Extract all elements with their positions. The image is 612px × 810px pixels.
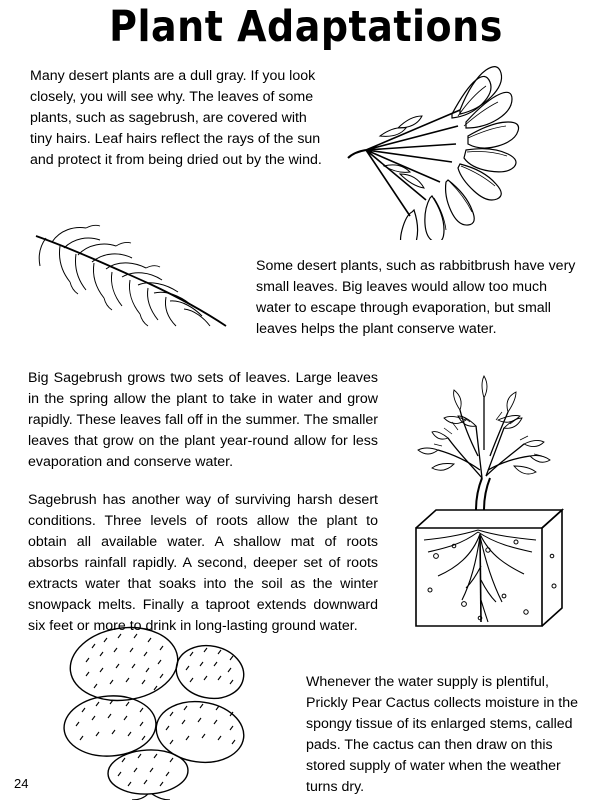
rabbitbrush-branch-illustration: [30, 222, 240, 342]
paragraph-root-levels: Sagebrush has another way of surviving harsh desert conditions. Three levels of roots allow the plant to obtain all available water. A shallow mat of roots absorbs rainfall rapidly. A second, deeper set of roots extracts water that soaks into the soil as the winter snowpack melts. Finally a taproot extends downward six feet or more to drink in long-lasting ground water.: [28, 492, 378, 634]
paragraph-leaf-hairs: Many desert plants are a dull gray. If you look closely, you will see why. The leaves of some plants, such as sagebrush, are covered with tiny hairs. Leaf hairs reflect the rays of the sun and protect it from being dried out by the wind.: [30, 68, 322, 168]
sagebrush-root-system-illustration: [392, 360, 582, 650]
sagebrush-leaves-illustration: [340, 40, 540, 240]
prickly-pear-cactus-illustration: [52, 620, 282, 800]
paragraph-prickly-pear: Whenever the water supply is plentiful, Prickly Pear Cactus collects moisture in the spongy tissue of its enlarged stems, called pads. The cactus can then draw on this stored supply of water when the weather turns dry.: [306, 674, 579, 795]
page-number: 24: [14, 776, 29, 791]
page-title: Plant Adaptations: [109, 2, 503, 52]
paragraph-two-leaf-sets: Big Sagebrush grows two sets of leaves. Large leaves in the spring allow the plant to take in water and grow rapidly. These leaves fall off in the summer. The smaller leaves that grow on the plant year-round allow for less evaporation and conserve water.: [28, 370, 378, 470]
paragraph-rabbitbrush: Some desert plants, such as rabbitbrush have very small leaves. Big leaves would allow too much water to escape through evaporation, but small leaves helps the plant conserve water.: [256, 258, 576, 337]
